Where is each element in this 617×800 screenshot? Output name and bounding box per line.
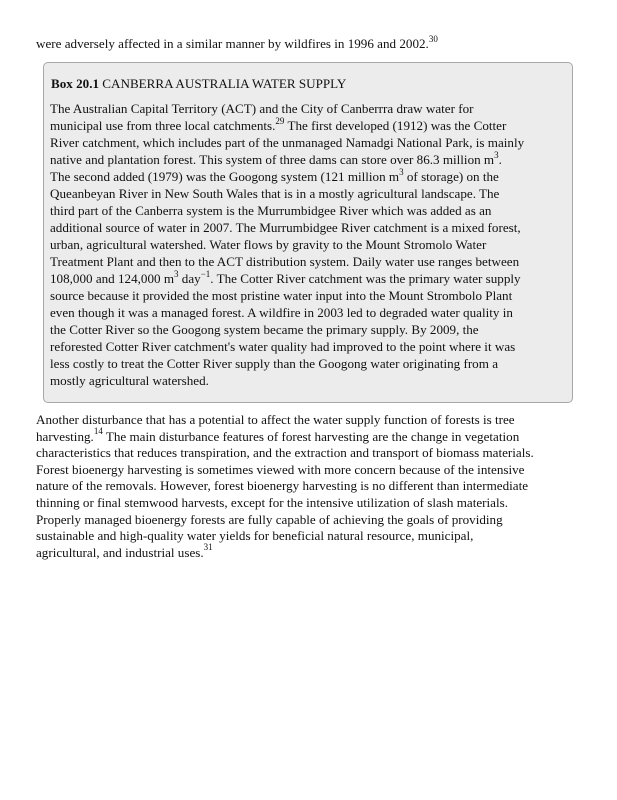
reference-superscript: 30 bbox=[428, 33, 438, 44]
paragraph-line bbox=[50, 185, 568, 202]
line-text: River catchment, which includes part of the unmanaged Namadgi National Park, is mainly bbox=[50, 135, 525, 150]
superscript: 31 bbox=[203, 542, 213, 553]
line-text: native and plantation forest. This system of three dams can store over 86.3 million m bbox=[50, 152, 495, 167]
line-text: . The Cotter River catchment was the primary water supply bbox=[210, 271, 521, 286]
paragraph-line bbox=[50, 338, 568, 355]
line-text: The second added (1979) was the Googong system (121 million m bbox=[50, 169, 400, 184]
superscript: 29 bbox=[275, 115, 285, 126]
line-text: Queanbeyan River in New South Wales that is in a mostly agricultural landscape. The bbox=[50, 186, 500, 201]
paragraph-line bbox=[50, 304, 568, 321]
line-text: source because it provided the most pristine water input into the Mount Strombolo Plant bbox=[50, 288, 513, 303]
paragraph-line bbox=[50, 355, 568, 372]
line-text: Properly managed bioenergy forests are fully capable of achieving the goals of providing bbox=[36, 511, 503, 527]
line-text: even though it was a managed forest. A wildfire in 2003 led to degraded water quality in bbox=[50, 305, 513, 320]
paragraph-line bbox=[50, 372, 568, 389]
paragraph-text: were adversely affected in a similar manner by wildfires in 1996 and 2002. bbox=[36, 36, 429, 51]
superscript: 3 bbox=[174, 268, 179, 279]
line-text: sustainable and high-quality water yields for beneficial natural resource, municipal, bbox=[36, 528, 474, 544]
line-text: mostly agricultural watershed. bbox=[50, 373, 209, 388]
paragraph-line bbox=[50, 202, 568, 219]
box-heading: CANBERRA AUSTRALIA WATER SUPPLY bbox=[102, 76, 347, 91]
line-text: third part of the Canberra system is the Murrumbidgee River which was added as an bbox=[50, 203, 492, 218]
line-text: harvesting. bbox=[36, 428, 94, 444]
superscript: 3 bbox=[494, 149, 499, 160]
paragraph-line bbox=[36, 495, 596, 512]
line-text: additional source of water in 2007. The Murrumbidgee River catchment is a mixed forest, bbox=[50, 220, 521, 235]
line-text: Another disturbance that has a potential to affect the water supply function of forests is tree bbox=[36, 412, 515, 427]
box-number: Box 20.1 bbox=[51, 76, 100, 91]
line-text: agricultural, and industrial uses. bbox=[36, 544, 204, 560]
line-text: reforested Cotter River catchment's water quality had improved to the point where it was bbox=[50, 339, 516, 354]
paragraph-line bbox=[50, 270, 568, 287]
paragraph-line bbox=[36, 33, 596, 53]
paragraph-line bbox=[50, 168, 568, 185]
line-text: . bbox=[498, 152, 502, 167]
paragraph-line bbox=[36, 528, 596, 545]
sidebar-box bbox=[43, 62, 573, 403]
paragraph-line bbox=[36, 512, 596, 529]
line-text: day bbox=[178, 271, 201, 286]
line-text: characteristics that reduces transpiration, and the extraction and transport of biomass materials. bbox=[36, 445, 534, 461]
line-text: The main disturbance features of forest harvesting are the change in vegetation bbox=[102, 428, 520, 444]
line-text: Treatment Plant and then to the ACT distribution system. Daily water use ranges between bbox=[50, 254, 520, 269]
superscript: 3 bbox=[399, 166, 404, 177]
paragraph-line bbox=[36, 462, 596, 479]
line-text: less costly to treat the Cotter River supply than the Googong water originating from a bbox=[50, 356, 499, 371]
paragraph-line bbox=[50, 134, 568, 151]
paragraph-line bbox=[36, 445, 596, 462]
paragraph-line bbox=[50, 236, 568, 253]
line-text: The Australian Capital Territory (ACT) and the City of Canberrra draw water for bbox=[50, 101, 474, 116]
paragraph-line bbox=[50, 321, 568, 338]
box-body-text bbox=[50, 100, 568, 389]
line-text: nature of the removals. However, forest bioenergy harvesting is no different than intermediate bbox=[36, 478, 529, 494]
paragraph-line bbox=[36, 426, 596, 446]
paragraph-line bbox=[50, 151, 568, 168]
paragraph-line bbox=[50, 287, 568, 304]
line-text: urban, agricultural watershed. Water flows by gravity to the Mount Stromolo Water bbox=[50, 237, 487, 252]
continued-paragraph bbox=[36, 33, 596, 53]
paragraph-line bbox=[36, 478, 596, 495]
line-text: of storage) on the bbox=[403, 169, 499, 184]
paragraph-line bbox=[36, 412, 596, 429]
superscript: −1 bbox=[200, 268, 211, 279]
box-title bbox=[51, 76, 346, 92]
line-text: the Cotter River so the Googong system became the primary supply. By 2009, the bbox=[50, 322, 479, 337]
body-paragraph bbox=[36, 412, 596, 561]
line-text: 108,000 and 124,000 m bbox=[50, 271, 175, 286]
paragraph-line bbox=[36, 542, 596, 562]
superscript: 14 bbox=[93, 426, 103, 437]
line-text: municipal use from three local catchments. bbox=[50, 118, 276, 133]
paragraph-line bbox=[50, 100, 568, 117]
line-text: The first developed (1912) was the Cotter bbox=[284, 118, 507, 133]
paragraph-line bbox=[50, 253, 568, 270]
line-text: Forest bioenergy harvesting is sometimes viewed with more concern because of the intensive bbox=[36, 461, 525, 477]
paragraph-line bbox=[50, 219, 568, 236]
line-text: thinning or final stemwood harvests, except for the intensive utilization of slash materials. bbox=[36, 494, 508, 510]
paragraph-line bbox=[50, 117, 568, 134]
